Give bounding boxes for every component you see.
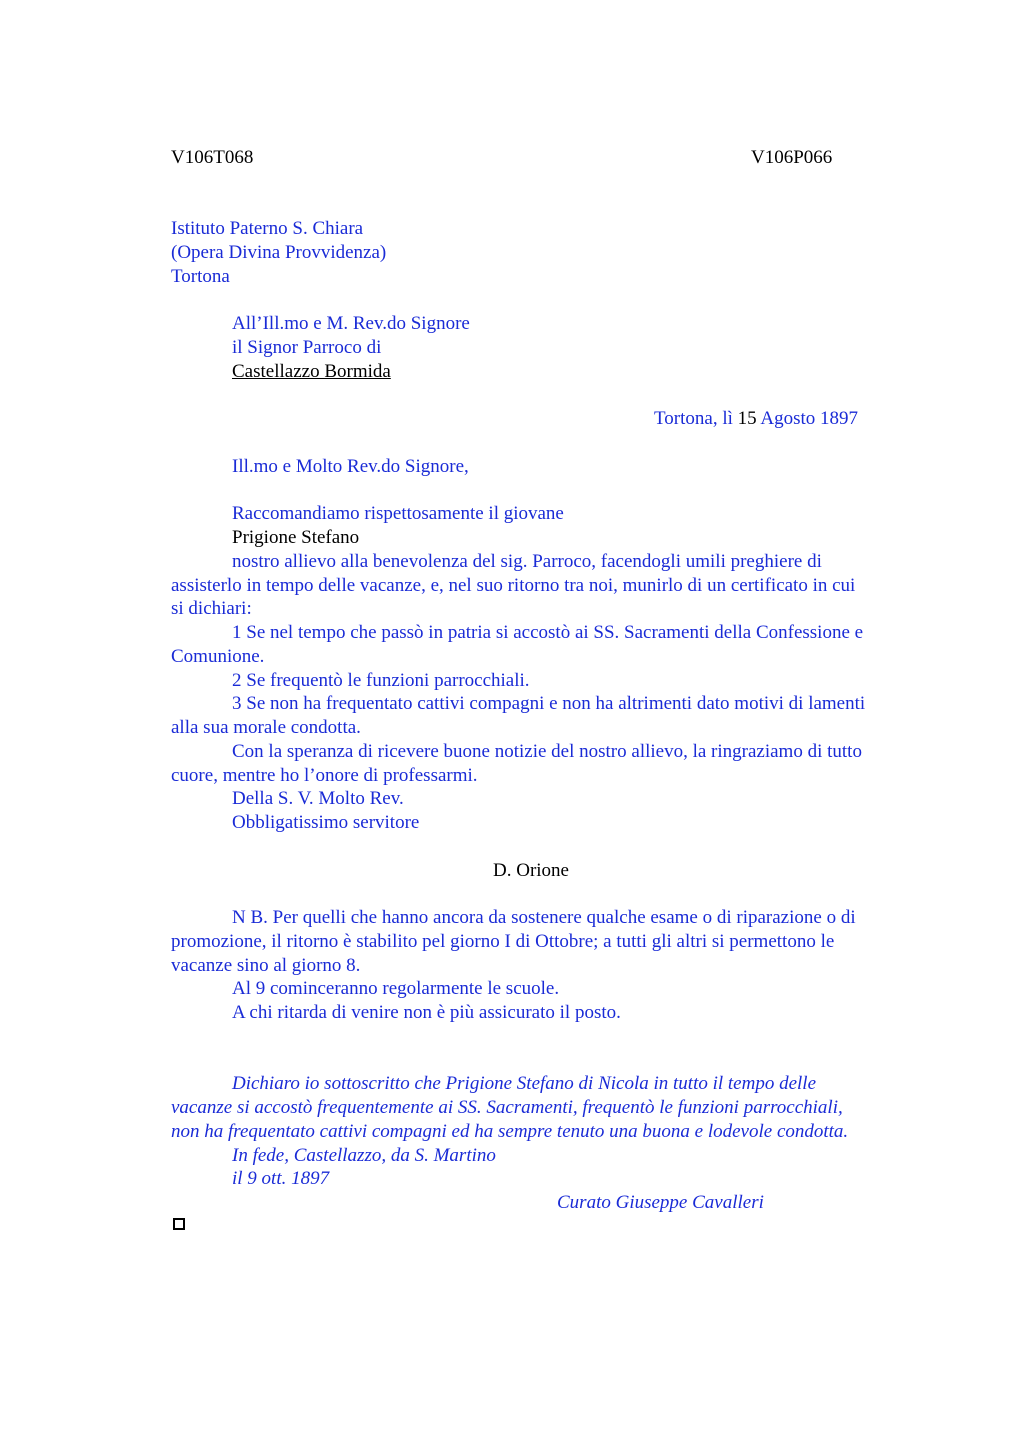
recipient-line-2: il Signor Parroco di — [232, 337, 382, 358]
header-right-code: V106P066 — [751, 147, 833, 168]
closing-line-2: cuore, mentre ho l’onore di professarmi. — [171, 765, 478, 786]
closing-line-1: Con la speranza di ricevere buone notizie del nostro allievo, la ringraziamo di tutto — [232, 741, 862, 762]
sender-line-1: Istituto Paterno S. Chiara — [171, 218, 364, 239]
declaration-line-3: non ha frequentato cattivi compagni ed ha sempre tenuto una buona e lodevole condotta. — [171, 1121, 849, 1142]
request-line-3: si dichiari: — [171, 598, 252, 619]
date-place: Tortona, lì — [654, 408, 733, 429]
sender-line-3: Tortona — [171, 266, 230, 287]
sender-line-2: (Opera Divina Provvidenza) — [171, 242, 387, 263]
note-line-1: N B. Per quelli che hanno ancora da sostenere qualche esame o di riparazione o di — [232, 907, 856, 928]
closing-line-4: Obbligatissimo servitore — [232, 812, 420, 833]
note-line-4: Al 9 cominceranno regolarmente le scuole. — [232, 978, 560, 999]
salutation: Ill.mo e Molto Rev.do Signore, — [232, 456, 469, 477]
date-day: 15 — [737, 408, 757, 429]
checkbox-square-icon — [173, 1218, 185, 1230]
request-line-2: assisterlo in tempo delle vacanze, e, nel suo ritorno tra noi, munirlo di un certificato in cui — [171, 575, 856, 596]
declaration-line-2: vacanze si accostò frequentemente ai SS. Sacramenti, frequentò le funzioni parrocchiali, — [171, 1097, 843, 1118]
recipient-line-1: All’Ill.mo e M. Rev.do Signore — [232, 313, 470, 334]
recipient-line-3: Castellazzo Bormida — [232, 361, 391, 382]
item-1-line-2: Comunione. — [171, 646, 265, 667]
declaration-line-1: Dichiaro io sottoscritto che Prigione Stefano di Nicola in tutto il tempo delle — [232, 1073, 817, 1094]
closing-line-3: Della S. V. Molto Rev. — [232, 788, 404, 809]
note-line-2: promozione, il ritorno è stabilito pel giorno I di Ottobre; a tutti gli altri si permettono le — [171, 931, 835, 952]
header-left-code: V106T068 — [171, 147, 254, 168]
note-line-5: A chi ritarda di venire non è più assicurato il posto. — [232, 1002, 621, 1023]
signature: D. Orione — [493, 860, 569, 881]
item-2: 2 Se frequentò le funzioni parrocchiali. — [232, 670, 530, 691]
item-3-line-2: alla sua morale condotta. — [171, 717, 361, 738]
declaration-line-5: il 9 ott. 1897 — [232, 1168, 330, 1189]
item-1-line-1: 1 Se nel tempo che passò in patria si accostò ai SS. Sacramenti della Confessione e — [232, 622, 864, 643]
declaration-line-4: In fede, Castellazzo, da S. Martino — [232, 1145, 496, 1166]
request-line-1: nostro allievo alla benevolenza del sig. Parroco, facendogli umili preghiere di — [232, 551, 822, 572]
student-name: Prigione Stefano — [232, 527, 360, 548]
note-line-3: vacanze sino al giorno 8. — [171, 955, 361, 976]
declaration-signer: Curato Giuseppe Cavalleri — [557, 1192, 764, 1213]
date-line — [654, 407, 858, 431]
item-3-line-1: 3 Se non ha frequentato cattivi compagni e non ha altrimenti dato motivi di lamenti — [232, 693, 866, 714]
date-month-year: Agosto 1897 — [760, 408, 858, 429]
body-intro: Raccomandiamo rispettosamente il giovane — [232, 503, 564, 524]
